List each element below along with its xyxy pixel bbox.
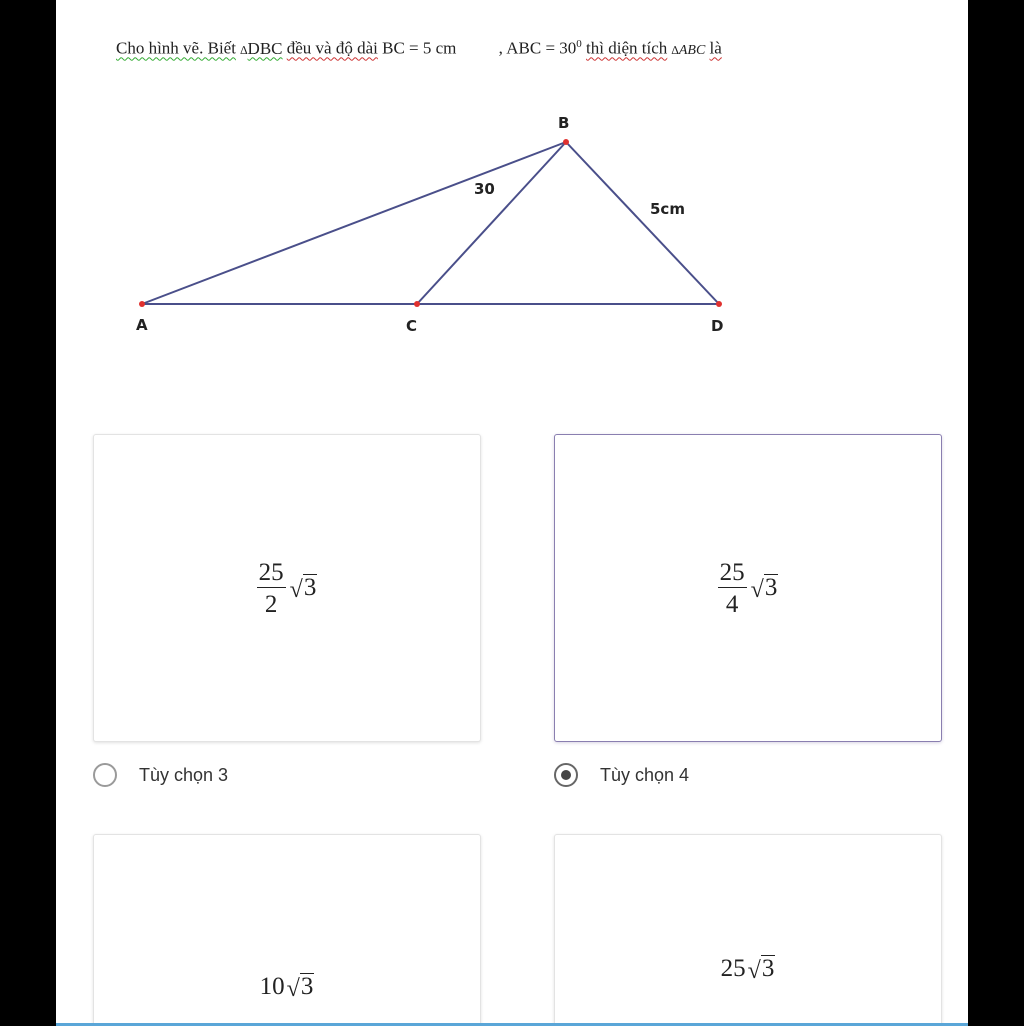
- option-4-radio[interactable]: [554, 763, 578, 787]
- question-end: là: [709, 38, 722, 58]
- coefficient: 10: [259, 973, 285, 1000]
- segment-cb: [417, 142, 566, 304]
- comma: ,: [498, 38, 503, 58]
- option-3-label: Tùy chọn 3: [139, 764, 229, 785]
- denominator: 2: [264, 590, 278, 618]
- point-d: [716, 301, 722, 307]
- degree-superscript: 0: [576, 38, 582, 50]
- length-bc: BC = 5 cm: [382, 38, 457, 58]
- question-intro: Cho hình vẽ. Biết: [116, 38, 236, 58]
- square-root: [751, 574, 779, 601]
- question-area-text: thì diện tích: [586, 38, 668, 58]
- label-c: C: [406, 317, 418, 335]
- answer-card-1[interactable]: [93, 434, 481, 742]
- triangle-dbc: DBC: [247, 38, 283, 58]
- segment-bd: [566, 142, 719, 304]
- answer-expression-4: [721, 955, 776, 983]
- point-a: [139, 301, 145, 307]
- figure-points: [139, 139, 722, 307]
- answer-card-4[interactable]: [554, 834, 942, 1026]
- radicand: 3: [300, 973, 314, 1001]
- numerator: 25: [258, 558, 284, 586]
- option-4-label: Tùy chọn 4: [600, 764, 690, 785]
- point-b: [563, 139, 569, 145]
- answer-card-3[interactable]: [93, 834, 481, 1026]
- geometry-figure: [56, 100, 968, 360]
- coefficient: 25: [720, 955, 746, 982]
- triangle-symbol-2: ∆: [671, 42, 679, 57]
- label-d: D: [711, 317, 724, 335]
- square-root: [748, 955, 776, 982]
- radicand: 3: [764, 574, 778, 602]
- numerator: 25: [719, 558, 745, 586]
- side-label-bd: 5cm: [650, 200, 685, 218]
- triangle-abc: ABC: [678, 42, 706, 58]
- answer-card-2[interactable]: [554, 434, 942, 742]
- question-equilateral-text: đều và độ dài: [286, 38, 378, 58]
- angle-label: 30: [474, 180, 495, 198]
- answer-expression-1: [257, 560, 318, 617]
- triangle-symbol: ∆: [240, 42, 248, 57]
- fraction: [718, 560, 747, 617]
- option-3-radio[interactable]: [93, 763, 117, 787]
- figure-lines: [142, 142, 719, 304]
- square-root: [287, 973, 315, 1000]
- angle-abc: ABC = 30: [506, 38, 577, 58]
- radical-sign: √: [750, 576, 764, 603]
- radicand: 3: [761, 955, 775, 983]
- point-c: [414, 301, 420, 307]
- label-b: B: [558, 114, 570, 132]
- radical-sign: √: [289, 576, 303, 603]
- radical-sign: √: [747, 957, 761, 984]
- segment-ab: [142, 142, 566, 304]
- square-root: [290, 574, 318, 601]
- answer-expression-2: [718, 560, 779, 617]
- option-3[interactable]: [93, 763, 228, 787]
- denominator: 4: [725, 590, 739, 618]
- fraction: [257, 560, 286, 617]
- label-a: A: [136, 316, 148, 334]
- radicand: 3: [303, 574, 317, 602]
- radical-sign: √: [286, 975, 300, 1002]
- option-4[interactable]: [554, 763, 689, 787]
- quiz-page: [56, 0, 968, 1026]
- question-text: [116, 38, 722, 59]
- answer-expression-3: [260, 973, 315, 1001]
